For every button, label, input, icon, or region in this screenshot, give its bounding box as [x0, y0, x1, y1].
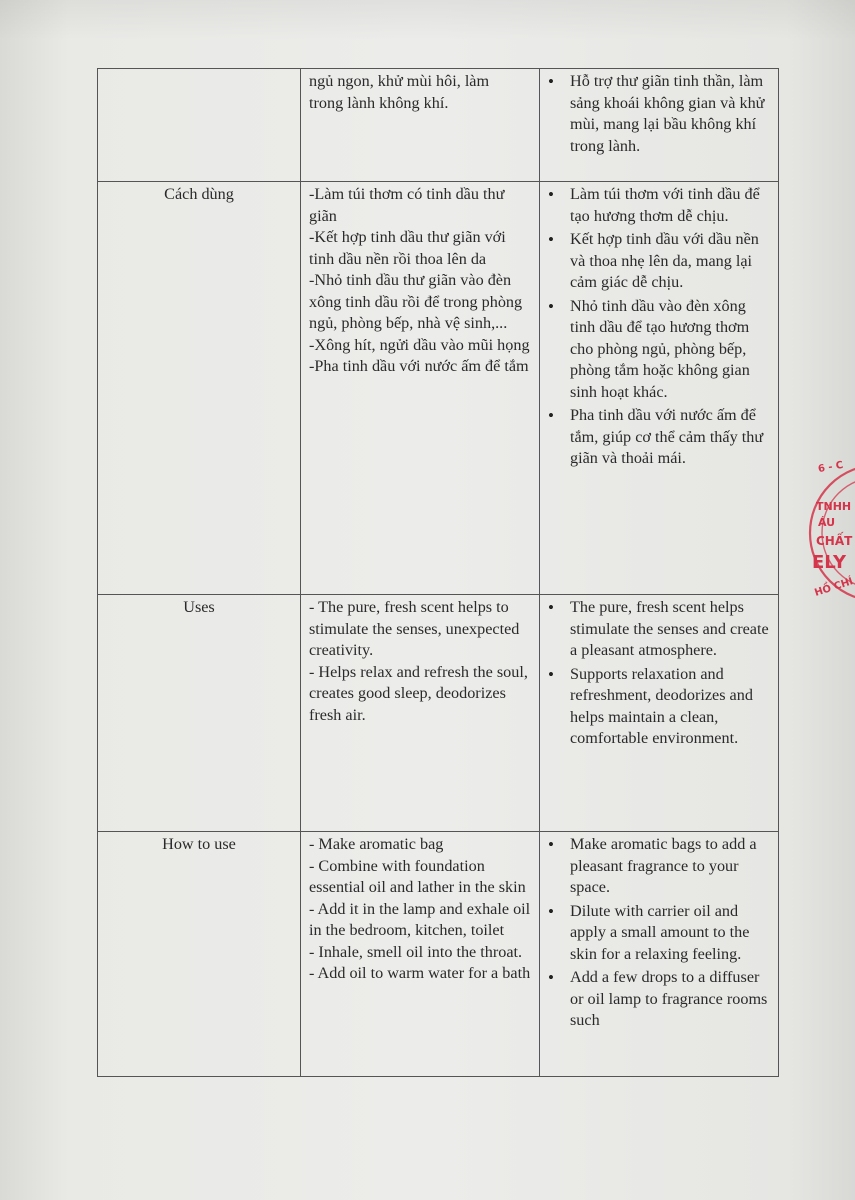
original-line: -Pha tinh dầu với nước ấm để tắm — [309, 357, 529, 375]
original-line: -Xông hít, ngửi dầu vào mũi họng — [309, 335, 530, 354]
revised-text-cell — [540, 832, 779, 1077]
seal-text: TNHH — [816, 500, 852, 513]
table-row-cach-dung — [98, 182, 779, 595]
row-label — [98, 69, 301, 182]
original-text-cell — [301, 832, 540, 1077]
page-shadow — [0, 0, 855, 40]
row-label: How to use — [98, 832, 301, 1077]
bullet-item: • Make aromatic bags to add a pleasant fragrance to your space. — [570, 834, 770, 899]
bullet-list — [548, 597, 770, 750]
revised-text-cell — [540, 182, 779, 595]
bullet-item: • Nhỏ tinh dầu vào đèn xông tinh dầu để tạo hương thơm cho phòng ngủ, phòng bếp, phòng tắm hoặc không gian sinh hoạt khác. — [570, 296, 770, 404]
seal-text: HỒ CHÍ — [813, 576, 855, 599]
original-line: - Helps relax and refresh the soul, creates good sleep, deodorizes fresh air. — [309, 662, 528, 724]
seal-text: ELY — [812, 552, 846, 573]
bullet-item: • Hỗ trợ thư giãn tinh thần, làm sảng khoái không gian và khử mùi, mang lại bầu không khí trong lành. — [570, 71, 770, 157]
original-line: ngủ ngon, khử mùi hôi, làm — [309, 72, 490, 90]
original-line: - Make aromatic bag — [309, 835, 444, 853]
bullet-item: • The pure, fresh scent helps stimulate the senses and create a pleasant atmosphere. — [570, 597, 770, 662]
table-row-benefits-continued — [98, 69, 779, 182]
original-line: - Combine with foundation essential oil and lather in the skin — [309, 856, 526, 896]
product-info-table — [97, 68, 779, 1077]
original-text-cell — [301, 182, 540, 595]
bullet-item: • Add a few drops to a diffuser or oil lamp to fragrance rooms such — [570, 967, 770, 1032]
table-row-uses — [98, 595, 779, 832]
bullet-item: • Kết hợp tinh dầu với dầu nền và thoa nhẹ lên da, mang lại cảm giác dễ chịu. — [570, 229, 770, 294]
original-line: -Làm túi thơm có tinh dầu thư giãn — [309, 185, 505, 225]
table-row-how-to-use — [98, 832, 779, 1077]
bullet-item: • Làm túi thơm với tinh dầu để tạo hương thơm dễ chịu. — [570, 184, 770, 227]
bullet-list — [548, 184, 770, 470]
original-line: - Add it in the lamp and exhale oil in the bedroom, kitchen, toilet — [309, 899, 531, 939]
original-line: - Add oil to warm water for a bath — [309, 964, 531, 982]
original-line: - The pure, fresh scent helps to stimulate the senses, unexpected creativity. — [309, 598, 520, 659]
revised-text-cell — [540, 69, 779, 182]
row-label: Uses — [98, 595, 301, 832]
original-line: trong lành không khí. — [309, 93, 449, 112]
seal-text: CHẤT — [816, 534, 853, 548]
bullet-item: • Pha tinh dầu với nước ấm để tắm, giúp cơ thể cảm thấy thư giãn và thoải mái. — [570, 405, 770, 470]
original-line: - Inhale, smell oil into the throat. — [309, 942, 523, 961]
original-line: -Kết hợp tinh dầu thư giãn với tinh dầu nền rồi thoa lên da — [309, 228, 506, 268]
revised-text-cell — [540, 595, 779, 832]
bullet-list — [548, 71, 770, 157]
seal-text: ÁU — [818, 516, 836, 529]
original-text-cell — [301, 595, 540, 832]
row-label: Cách dùng — [98, 182, 301, 595]
bullet-list — [548, 834, 770, 1032]
seal-text: 6 - C — [817, 459, 845, 476]
original-line: -Nhỏ tinh dầu thư giãn vào đèn xông tinh dầu rồi để trong phòng ngủ, phòng bếp, nhà vệ sinh,... — [309, 271, 523, 332]
company-seal-stamp — [806, 448, 855, 618]
bullet-item: • Supports relaxation and refreshment, deodorizes and helps maintain a clean, comfortable environment. — [570, 664, 770, 750]
bullet-item: • Dilute with carrier oil and apply a small amount to the skin for a relaxing feeling. — [570, 901, 770, 966]
original-text-cell — [301, 69, 540, 182]
